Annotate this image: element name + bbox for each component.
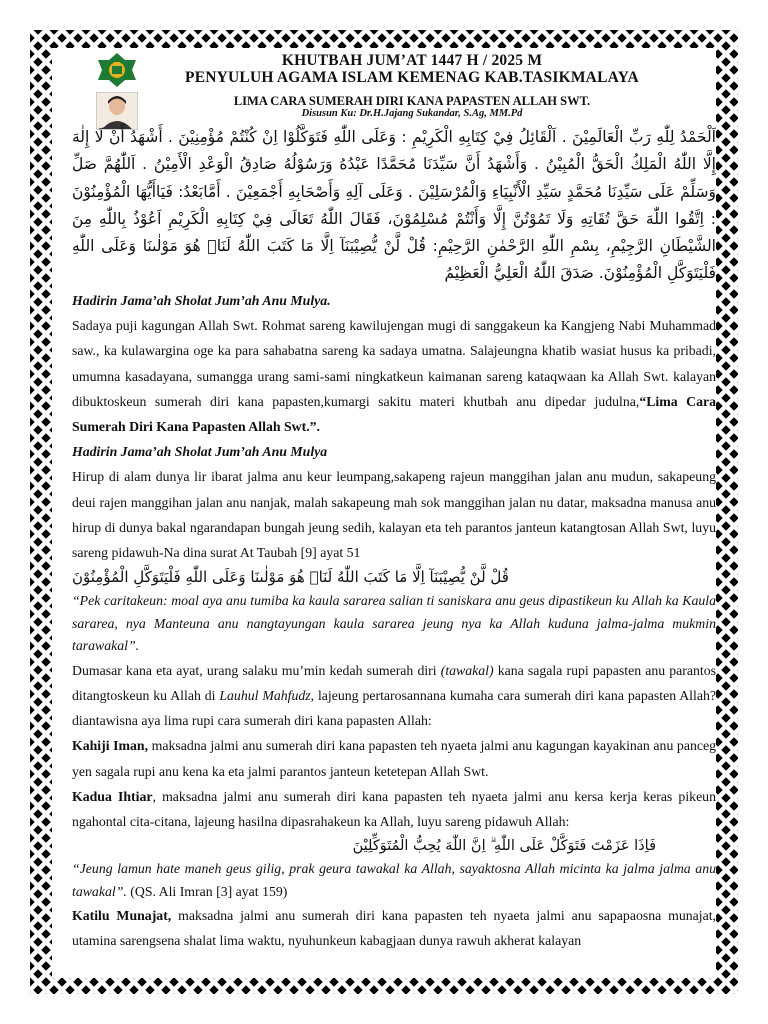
- arabic-verse-taubah: قُلْ لَّنْ يُّصِيْبَنَآ اِلَّا مَا كَتَبَ اللّٰهُ لَنَاۚ هُوَ مَوْلٰىنَا وَعَلَى اللّٰهِ فَلْيَتَوَكَّلِ الْمُؤْمِنُوْنَ: [72, 568, 509, 587]
- point-2: [72, 784, 716, 834]
- point-text: , maksadna jalmi anu sumerah diri kana papasten teh nyaeta jalmi anu kersa kerja keras pikeun ngahontal cita-citana, lajeung hasilna dipasrahakeun ka Allah, luyu sareng pidawuh Allah:: [72, 788, 716, 829]
- header-line-1: KHUTBAH JUM’AT 1447 H / 2025 M: [281, 52, 543, 69]
- arabic-opening: اَلْحَمْدُ لِلّٰهِ رَبِّ الْعَالَمِيْنَ . اَلْقَائِلُ فِيْ كِتَابِهِ الْكَرِيْمِ : وَعَلَى اللّٰهِ فَتَوَكَّلُوْا اِنْ كُنْتُمْ مُؤْمِنِيْنَ . أَشْهَدُ أَنْ لَا إِلٰهَ إِلَّا اللّٰهُ الْمَلِكُ الْحَقُّ الْمُبِيْنُ . وَأَشْهَدُ أَنَّ سَيِّدَنَا مُحَمَّدًا عَبْدُهُ وَرَسُوْلُهُ صَادِقُ الْوَعْدِ الْأَمِيْنُ . اَللّٰهُمَّ صَلِّ وَسَلِّمْ عَلَى سَيِّدِنَا مُحَمَّدٍ سَيِّدِ الْأَنْبِيَاءِ وَالْمُرْسَلِيْنَ . وَعَلَى آلِهِ وَأَصْحَابِهِ أَجْمَعِيْنَ . أَمَّابَعْدُ: فَيَاأَيُّهَا الْمُؤْمِنُوْنَ : اِتَّقُوا اللّٰهَ حَقَّ تُقَاتِهِ وَلَا تَمُوْتُنَّ إِلَّا وَأَنْتُمْ مُسْلِمُوْنَ، فَقَالَ اللّٰهُ تَعَالَى فِيْ كِتَابِهِ الْكَرِيْمِ اَعُوْذُ بِاللّٰهِ مِنَ الشَّيْطَانِ الرَّجِيْمِ، بِسْمِ اللّٰهِ الرَّحْمٰنِ الرَّحِيْمِ: قُلْ لَّنْ يُّصِيْبَنَآ اِلَّا مَا كَتَبَ اللّٰهُ لَنَاۚ هُوَ مَوْلٰىنَا وَعَلَى اللّٰهِ فَلْيَتَوَكَّلِ الْمُؤْمِنُوْنَ. صَدَقَ اللّٰهُ الْعَلِيُّ الْعَظِيْمُ: [72, 128, 716, 283]
- header-line-2: PENYULUH AGAMA ISLAM KEMENAG KAB.TASIKMALAYA: [185, 69, 639, 86]
- title-quote: “Lima Cara Sumerah Diri Kana Papasten Allah Swt.”.: [72, 393, 716, 435]
- salutation: Hadirin Jama’ah Sholat Jum’ah Anu Mulya.: [72, 293, 331, 308]
- paragraph-text: Sadaya puji kagungan Allah Swt. Rohmat sareng kawilujengan mugi di sanggakeun ka Kangjeng Nabi Muhammad saw., ka kulawargina oge ka para sahabatna sareng ka sadaya umatna. Salajeungna khatib wasiat husus ka pribadi, umumna kasadayana, sumangga urang sami-sami ningkatkeun kaimanan sareng kataqwaan ka Allah Swt. kalayan dibuktoskeun sumerah diri kana papasten,kumargi sakitu materi khutbah anu dipedar judulna,: [72, 318, 716, 409]
- paragraph-tawakal: [72, 658, 716, 734]
- point-3: [72, 903, 716, 953]
- point-1: [72, 733, 716, 783]
- header-title: [152, 52, 672, 86]
- term-tawakal: (tawakal): [440, 662, 494, 678]
- point-label: Kahiji Iman,: [72, 738, 149, 754]
- kemenag-logo-icon: [96, 52, 138, 88]
- arabic-verse-ali-imran: فَاِذَا عَزَمْتَ فَتَوَكَّلْ عَلَى اللّٰهِ ۗ اِنَّ اللّٰهَ يُحِبُّ الْمُتَوَكِّلِيْنَ: [352, 838, 656, 855]
- translation-ali-imran: [72, 858, 716, 903]
- point-label: Kadua Ihtiar: [72, 788, 153, 804]
- paragraph-text: kana sagala rupi papasten anu parantos ditangtoskeun ku Allah di: [72, 662, 716, 703]
- document-body: [52, 48, 716, 978]
- verse-reference: (QS. Ali Imran [3] ayat 159): [126, 883, 288, 899]
- sermon-title: LIMA CARA SUMERAH DIRI KANA PAPASTEN ALLAH SWT.: [233, 94, 591, 108]
- salutation: Hadirin Jama’ah Sholat Jum’ah Anu Mulya: [72, 444, 328, 460]
- point-label: Katilu Munajat,: [72, 908, 172, 924]
- paragraph-text: , lajeung pertarosannana kumaha cara sumerah diri kana papasten Allah? diantawisna aya lima rupi cara sumerah diri kana papasten Allah:: [72, 687, 716, 729]
- translation-text: “Jeung lamun hate maneh geus gilig, prak geura tawakal ka Allah, sayaktosna Allah micinta ka jalma jalma anu tawakal”.: [72, 861, 716, 899]
- author-line: Disusun Ku: Dr.H.Jajang Sukandar, S.Ag, MM.Pd: [301, 108, 523, 119]
- sermon-text: [72, 288, 716, 954]
- paragraph-text: Dumasar kana eta ayat, urang salaku mu’min kedah sumerah diri: [72, 662, 437, 678]
- point-text: maksadna jalmi anu sumerah diri kana papasten teh nyaeta jalmi anu kagungan kayakinan anu panceg yen sagala rupi anu kena ka eta jalmi parantos janteun ketetepan Allah Swt.: [72, 738, 716, 779]
- paragraph-opening: [72, 313, 716, 439]
- term-lauhul-mahfudz: Lauhul Mahfudz: [219, 687, 311, 703]
- translation-taubah: “Pek caritakeun: moal aya anu tumiba ka kaula sararea salian ti saniskara anu geus dipastikeun ku Allah ka Kaula sararea, nya Manteuna anu nangtayungan kaula sararea jeung nya ka Allah kuduna jalma-jalma mukmin tarawakal”.: [72, 593, 716, 654]
- paragraph-life: Hirup di alam dunya lir ibarat jalma anu keur leumpang,sakapeng rajeun manggihan jalan anu mudun, sakapeung deui rajen manggihan jalan anu nanjak, malah sakapeung mah sok manggihan jalan nu datar, maksadna manusa anu hirup di dunya bakal ngarandapan bungah jeung sedih, kalayan eta teh parantos janteun katangtosan Allah Swt, luyu sareng pidawuh-Na dina surat At Taubah [9] ayat 51: [72, 469, 716, 561]
- point-text: maksadna jalmi anu sumerah diri kana papasten teh nyaeta jalmi anu sapapaosna munajat, utamina sarengsena shalat lima waktu, nyuhunkeun kabagjaan dunya rawuh akherat kalayan: [72, 908, 716, 949]
